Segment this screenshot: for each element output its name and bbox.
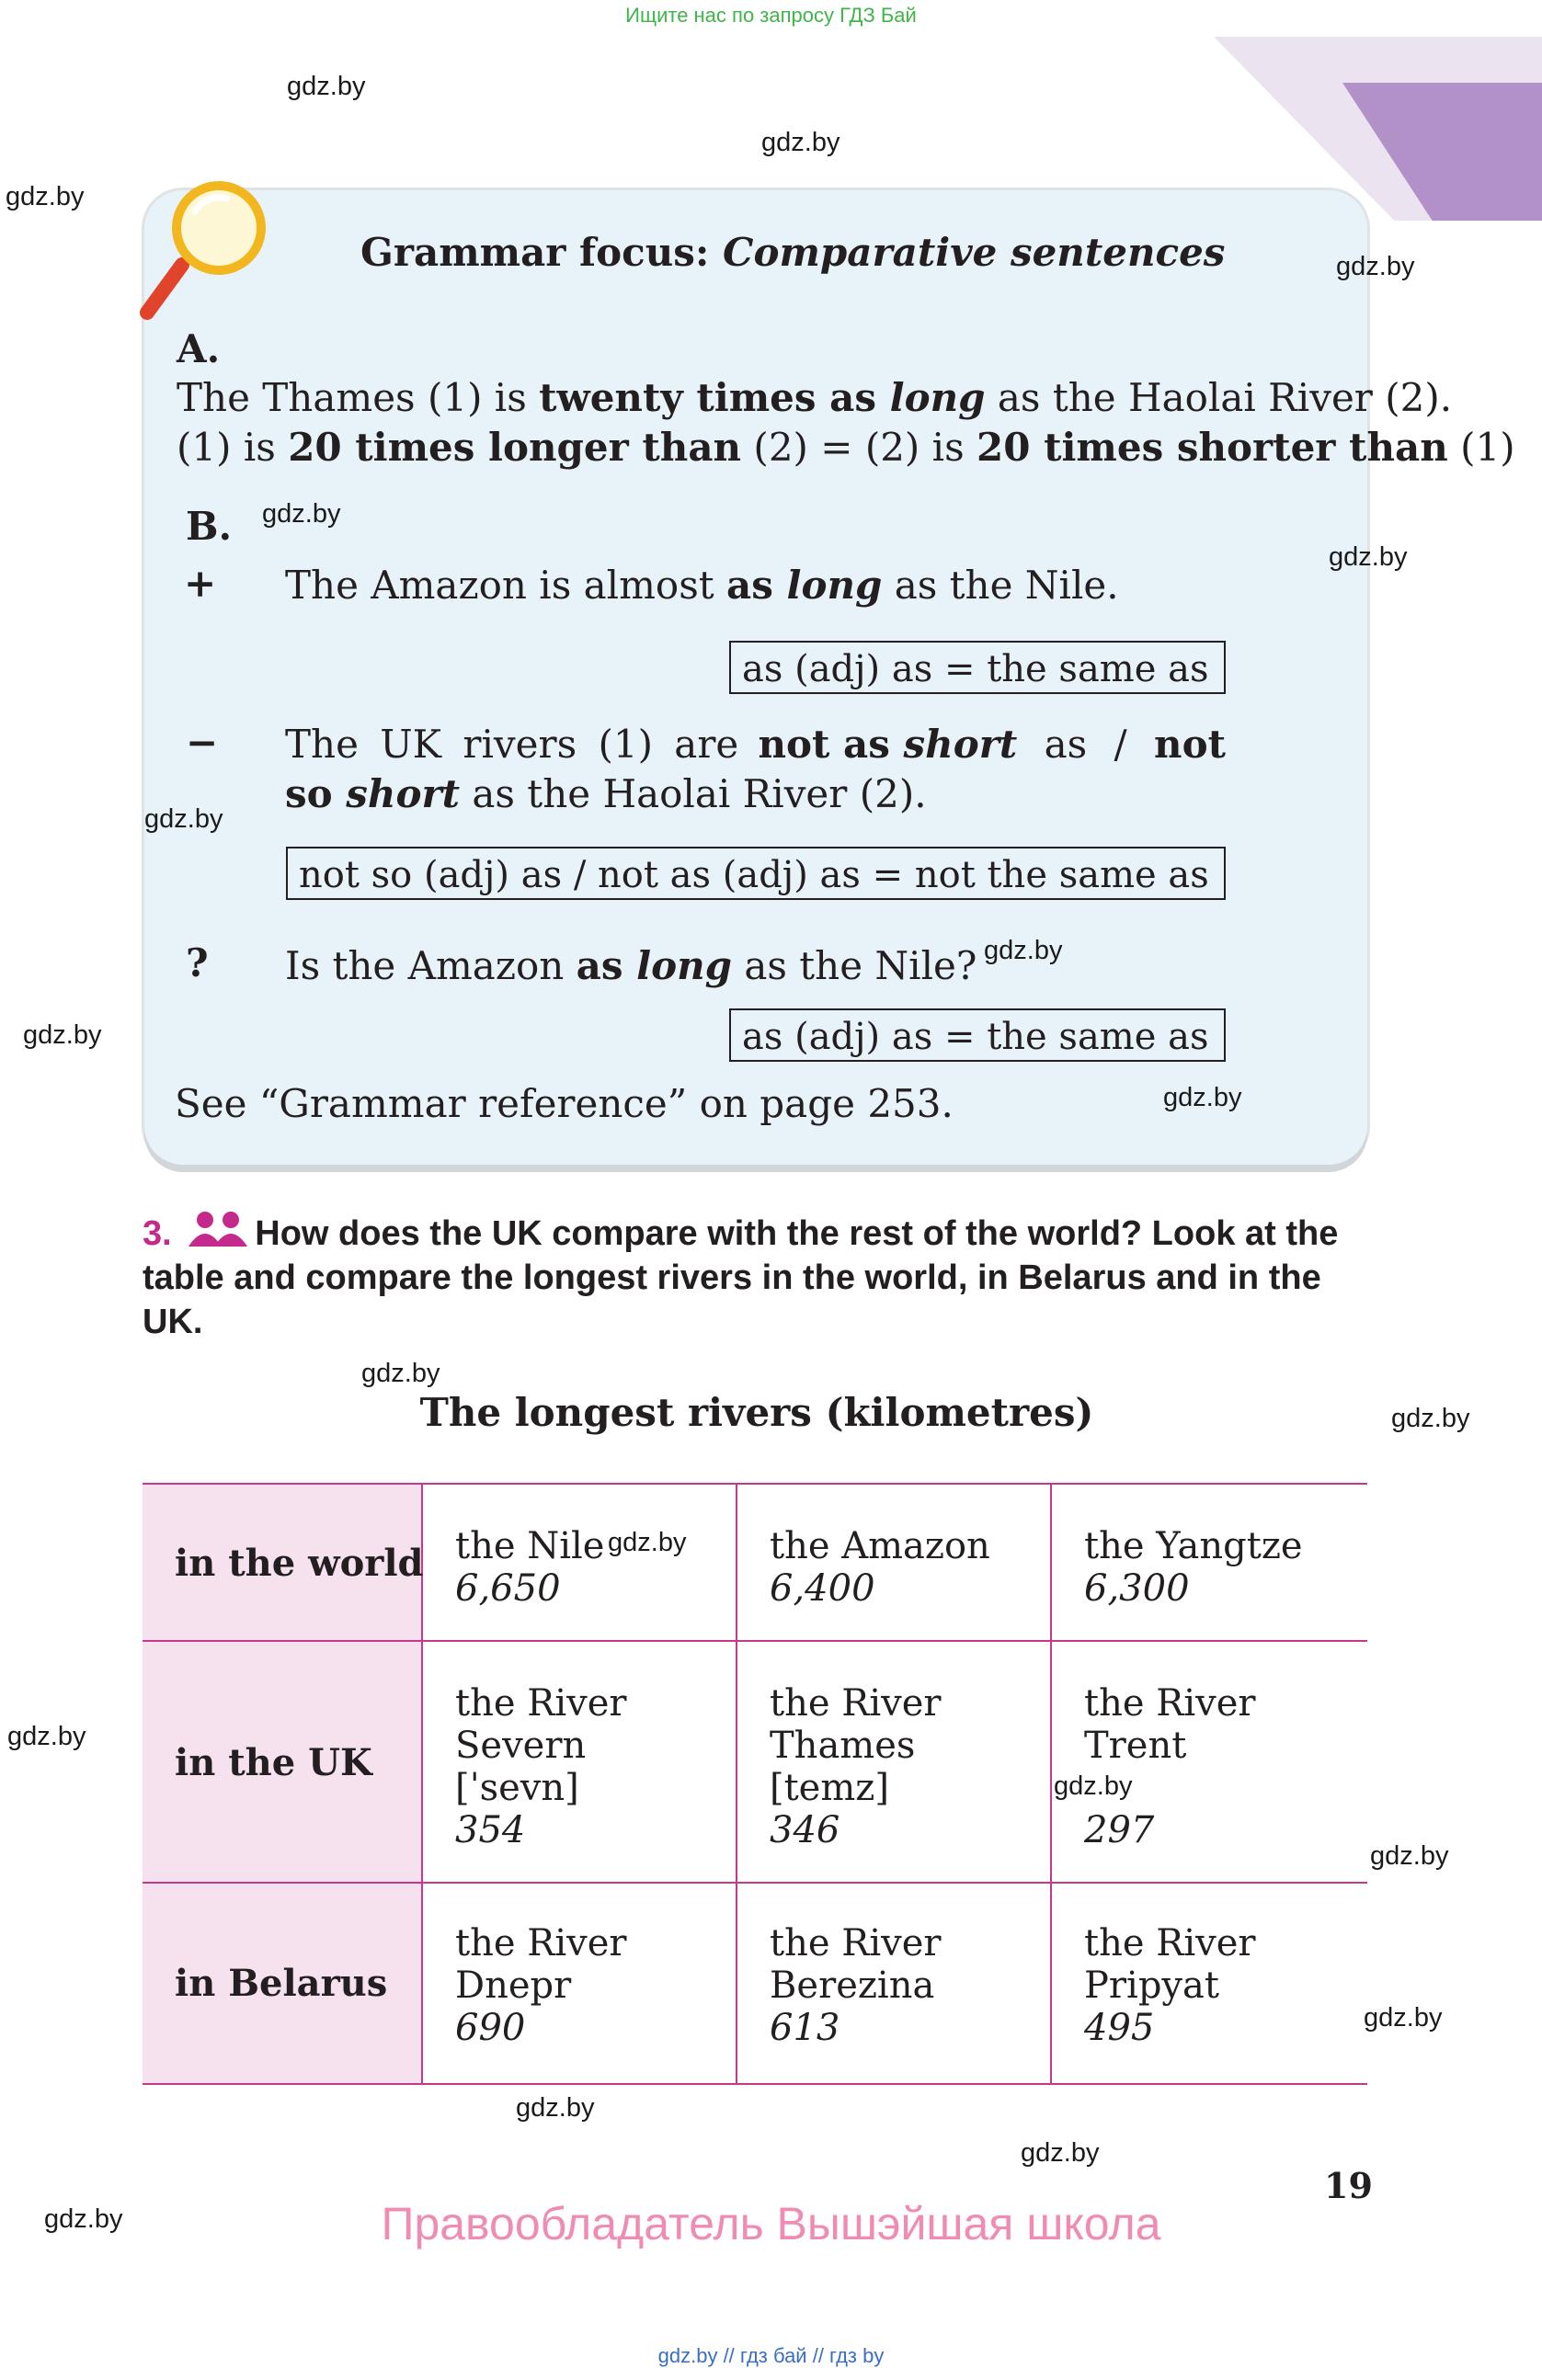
river-name: the River xyxy=(1084,1922,1256,1964)
table-cell xyxy=(423,1884,737,2083)
exercise-3-instruction xyxy=(143,1210,1365,1344)
section-a-line-1 xyxy=(177,375,1452,420)
river-name: Berezina xyxy=(770,1964,935,2007)
river-name: Trent xyxy=(1084,1725,1187,1767)
watermark: gdz.by xyxy=(6,182,85,211)
negative-example-line-1 xyxy=(285,722,1226,767)
watermark: gdz.by xyxy=(1391,1404,1470,1433)
watermark: gdz.by xyxy=(44,2204,123,2234)
text-run-bold-italic: short xyxy=(903,722,1018,767)
table-cell xyxy=(423,1485,737,1642)
river-name: the River xyxy=(1084,1682,1256,1725)
river-transcription: [ˈsevn] xyxy=(455,1767,579,1809)
watermark: gdz.by xyxy=(361,1359,440,1388)
text-run: as the Nile? xyxy=(732,943,977,988)
magnifier-icon xyxy=(138,175,267,322)
affirmative-example xyxy=(285,563,1119,608)
rule-box-affirmative: as (adj) as = the same as xyxy=(729,641,1226,694)
river-name: the River xyxy=(770,1682,942,1725)
rule-box-question: as (adj) as = the same as xyxy=(729,1008,1226,1062)
pair-work-icon xyxy=(185,1210,251,1248)
table-cell xyxy=(1052,1884,1366,2083)
table-title: The longest rivers (kilometres) xyxy=(419,1390,1094,1435)
section-b-label: B. xyxy=(186,504,233,549)
footer-links[interactable]: gdz.by // гдз бай // гдз by xyxy=(657,2344,885,2367)
text-run: The UK rivers (1) are xyxy=(285,722,739,767)
river-name: the River xyxy=(770,1922,942,1964)
watermark: gdz.by xyxy=(1364,2003,1443,2033)
question-sign: ? xyxy=(186,940,209,985)
grammar-title xyxy=(360,230,1225,275)
river-name: the Yangtze xyxy=(1084,1525,1303,1567)
text-run-bold-italic: long xyxy=(889,375,986,420)
text-run: (2) = (2) is xyxy=(741,425,977,470)
watermark: gdz.by xyxy=(1021,2138,1100,2168)
text-run-bold: not xyxy=(1154,722,1226,767)
page-number: 19 xyxy=(1324,2165,1373,2206)
river-length: 6,300 xyxy=(1084,1567,1190,1610)
text-run: Is the Amazon xyxy=(285,943,577,988)
river-name: Dnepr xyxy=(455,1964,572,2007)
river-transcription: [temz] xyxy=(770,1767,889,1809)
river-length: 690 xyxy=(455,2007,526,2049)
text-run-bold: 20 times longer than xyxy=(288,425,742,470)
text-run: as the Haolai River (2). xyxy=(460,771,927,816)
table-cell xyxy=(737,1884,1052,2083)
text-run-bold: as xyxy=(576,943,637,988)
text-run-bold: as xyxy=(726,563,787,608)
text-run-bold: 20 times shorter than xyxy=(977,425,1448,470)
watermark: gdz.by xyxy=(1054,1771,1133,1801)
text-run: The Amazon is almost xyxy=(285,563,726,608)
text-run-bold: twenty times as xyxy=(539,375,890,420)
river-name: Thames xyxy=(770,1725,916,1767)
river-length: 346 xyxy=(770,1809,840,1851)
watermark: gdz.by xyxy=(287,72,366,101)
watermark: gdz.by xyxy=(516,2093,595,2123)
table-row-world xyxy=(143,1483,1367,1642)
table-cell xyxy=(1052,1642,1366,1884)
grammar-title-topic: Comparative sentences xyxy=(723,230,1226,275)
question-example xyxy=(285,943,977,988)
watermark: gdz.by xyxy=(262,499,341,529)
text-run: (1) is xyxy=(177,425,289,470)
river-name: Pripyat xyxy=(1084,1964,1219,2007)
table-cell xyxy=(737,1642,1052,1884)
river-length: 354 xyxy=(455,1809,526,1851)
watermark: gdz.by xyxy=(1370,1841,1449,1871)
river-length: 6,400 xyxy=(770,1567,875,1610)
river-name: Severn xyxy=(455,1725,587,1767)
row-header: in Belarus xyxy=(143,1884,423,2083)
river-name: the Amazon xyxy=(770,1525,990,1567)
text-run-bold: so xyxy=(285,771,347,816)
text-run: as / xyxy=(1017,722,1155,767)
section-a-label: A. xyxy=(177,326,221,371)
row-header: in the UK xyxy=(143,1642,423,1884)
river-name: the Nile xyxy=(455,1525,605,1567)
river-name: the River xyxy=(455,1922,627,1964)
copyright-notice: Правообладатель Вышэйшая школа xyxy=(381,2198,1161,2249)
text-run-bold-italic: short xyxy=(346,771,461,816)
watermark: gdz.by xyxy=(23,1020,102,1050)
grammar-title-plain: Grammar focus: xyxy=(360,230,724,275)
watermark: gdz.by xyxy=(761,128,840,157)
table-cell xyxy=(423,1642,737,1884)
table-cell xyxy=(737,1485,1052,1642)
watermark: gdz.by xyxy=(1336,252,1415,281)
rule-box-negative: not so (adj) as / not as (adj) as = not the same as xyxy=(286,847,1226,900)
watermark: gdz.by xyxy=(1163,1083,1242,1112)
river-length: 495 xyxy=(1084,2007,1155,2049)
river-length: 613 xyxy=(770,2007,840,2049)
watermark: gdz.by xyxy=(7,1722,86,1751)
top-banner[interactable]: Ищите нас по запросу ГДЗ Бай xyxy=(625,4,917,27)
watermark: gdz.by xyxy=(608,1528,687,1557)
section-a-line-2 xyxy=(177,425,1515,470)
text-run-bold: not as xyxy=(758,722,904,767)
text-run-bold-italic: long xyxy=(786,563,883,608)
watermark: gdz.by xyxy=(144,804,223,834)
river-length: 6,650 xyxy=(455,1567,561,1610)
text-run: as the Nile. xyxy=(882,563,1119,608)
plus-sign: + xyxy=(184,561,217,606)
table-cell xyxy=(1052,1485,1366,1642)
text-run: as the Haolai River (2). xyxy=(985,375,1453,420)
text-run-group xyxy=(758,722,1226,767)
row-header: in the world xyxy=(143,1485,423,1642)
watermark: gdz.by xyxy=(984,936,1063,965)
river-length: 297 xyxy=(1084,1809,1155,1851)
negative-example-line-2 xyxy=(285,771,927,816)
river-name: the River xyxy=(455,1682,627,1725)
exercise-text: How does the UK compare with the rest of the world? Look at the table and compare the longest rivers in the world, in Belarus and in the UK. xyxy=(143,1214,1339,1341)
grammar-reference-link[interactable]: See “Grammar reference” on page 253. xyxy=(175,1081,954,1126)
table-row-belarus xyxy=(143,1882,1367,2085)
text-run-bold-italic: long xyxy=(636,943,732,988)
text-run: The Thames (1) is xyxy=(177,375,540,420)
text-run: (1) xyxy=(1447,425,1515,470)
table-row-uk xyxy=(143,1640,1367,1884)
watermark: gdz.by xyxy=(1329,542,1408,572)
minus-sign: − xyxy=(186,720,219,765)
exercise-number: 3. xyxy=(143,1214,172,1253)
